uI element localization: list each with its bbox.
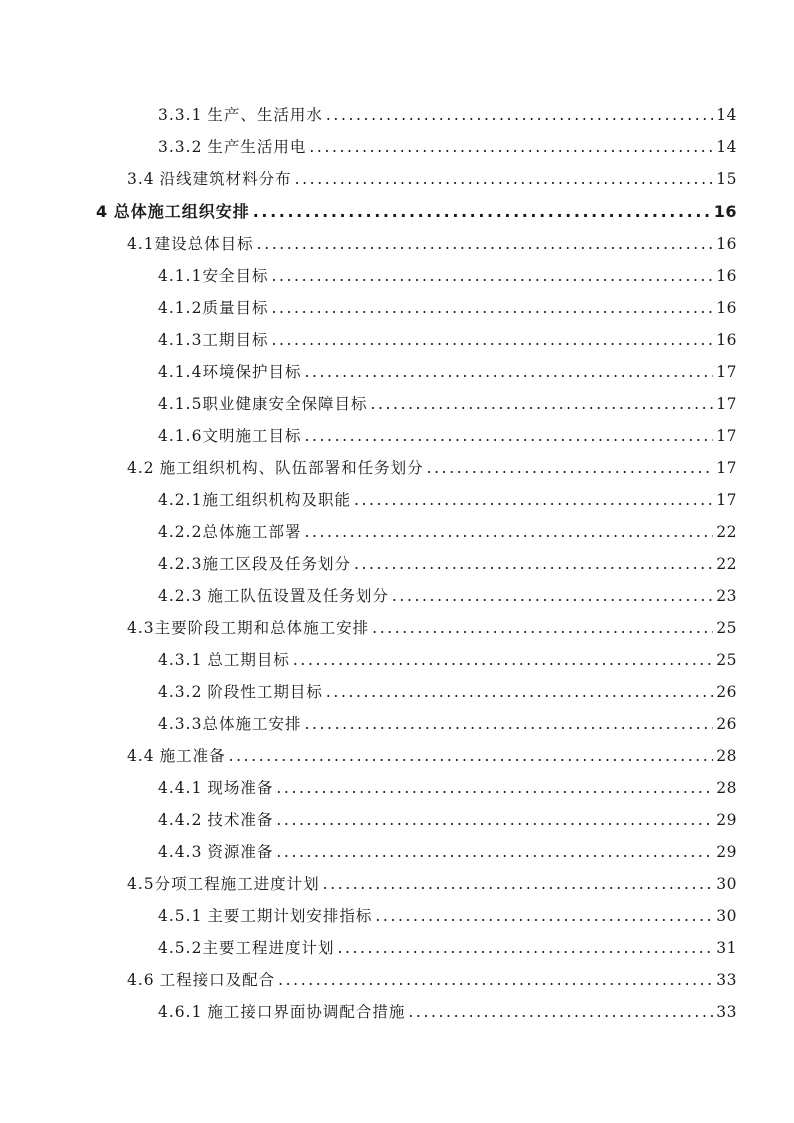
toc-entry-page: 29 — [716, 811, 737, 829]
toc-entry-page: 17 — [716, 427, 737, 445]
toc-entry-number: 4.2.3 — [158, 587, 203, 605]
toc-leader-dots — [427, 457, 714, 479]
toc-entry-title: 安全目标 — [202, 267, 269, 285]
toc-leader-dots — [354, 489, 713, 511]
toc-entry-title: 总工期目标 — [207, 651, 290, 669]
toc-leader-dots — [276, 777, 713, 799]
toc-leader-dots — [271, 265, 713, 287]
toc-entry-page: 17 — [716, 459, 737, 477]
toc-leader-dots — [304, 521, 713, 543]
toc-entry[interactable] — [158, 713, 737, 735]
toc-leader-dots — [309, 136, 713, 158]
toc-entry[interactable] — [127, 233, 737, 255]
toc-entry-title: 建设总体目标 — [154, 235, 254, 253]
toc-leader-dots — [271, 329, 713, 351]
toc-entry-page: 22 — [716, 555, 737, 573]
toc-entry[interactable] — [158, 905, 737, 927]
toc-leader-dots — [372, 617, 713, 639]
toc-entry-page: 30 — [716, 875, 737, 893]
toc-entry-title: 技术准备 — [207, 811, 274, 829]
toc-entry[interactable] — [127, 617, 737, 639]
toc-entry-page: 28 — [716, 779, 737, 797]
toc-leader-dots — [276, 809, 713, 831]
toc-entry-chapter[interactable] — [96, 201, 737, 223]
toc-entry-page: 16 — [716, 299, 737, 317]
toc-entry-page: 22 — [716, 523, 737, 541]
toc-entry-page: 17 — [716, 395, 737, 413]
toc-entry-title: 质量目标 — [202, 299, 269, 317]
toc-entry-title: 工程接口及配合 — [159, 971, 276, 989]
toc-entry[interactable] — [158, 393, 737, 415]
toc-entry[interactable] — [158, 777, 737, 799]
toc-entry-number: 4.1.3 — [158, 331, 203, 349]
toc-entry-number: 4.2.2 — [158, 523, 203, 541]
toc-entry[interactable] — [158, 521, 737, 543]
toc-entry[interactable] — [158, 681, 737, 703]
toc-entry-number: 4.4 — [127, 747, 155, 765]
toc-leader-dots — [375, 905, 713, 927]
toc-entry-page: 14 — [716, 106, 737, 124]
toc-entry[interactable] — [158, 809, 737, 831]
toc-entry-number: 4.4.1 — [158, 779, 203, 797]
toc-entry-page: 30 — [716, 907, 737, 925]
toc-entry-number: 3.4 — [127, 170, 155, 188]
toc-leader-dots — [276, 841, 713, 863]
toc-entry[interactable] — [158, 553, 737, 575]
toc-entry-number: 4.1.1 — [158, 267, 203, 285]
toc-entry[interactable] — [158, 329, 737, 351]
toc-leader-dots — [278, 969, 713, 991]
toc-entry-title: 分项工程施工进度计划 — [154, 875, 320, 893]
toc-leader-dots — [295, 168, 714, 190]
toc-entry-page: 33 — [716, 971, 737, 989]
toc-entry[interactable] — [158, 937, 737, 959]
toc-entry-title: 施工准备 — [159, 747, 226, 765]
toc-entry-title: 主要阶段工期和总体施工安排 — [154, 619, 370, 637]
toc-entry-number: 4.6 — [127, 971, 155, 989]
toc-leader-dots — [293, 649, 713, 671]
toc-entry-number: 4.2.3 — [158, 555, 203, 573]
toc-entry-page: 29 — [716, 843, 737, 861]
toc-entry-title: 文明施工目标 — [202, 427, 302, 445]
toc-entry-number: 4.5 — [127, 875, 155, 893]
toc-entry[interactable] — [127, 457, 737, 479]
toc-entry-number: 4.5.2 — [158, 939, 203, 957]
toc-entry-title: 主要工程进度计划 — [202, 939, 335, 957]
toc-entry-title: 环境保护目标 — [202, 363, 302, 381]
toc-entry-title: 施工组织机构、队伍部署和任务划分 — [159, 459, 424, 477]
toc-entry-title: 总体施工部署 — [202, 523, 302, 541]
toc-entry-number: 4.4.3 — [158, 843, 203, 861]
toc-entry-page: 28 — [716, 747, 737, 765]
toc-entry-title: 总体施工安排 — [202, 715, 302, 733]
toc-entry-title: 现场准备 — [207, 779, 274, 797]
toc-entry-page: 25 — [716, 651, 737, 669]
toc-entry-page: 14 — [716, 138, 737, 156]
toc-entry[interactable] — [158, 649, 737, 671]
toc-entry-title: 沿线建筑材料分布 — [159, 170, 292, 188]
toc-entry-title: 生产、生活用水 — [207, 106, 323, 124]
toc-leader-dots — [253, 201, 711, 223]
toc-entry[interactable] — [158, 136, 737, 158]
toc-leader-dots — [229, 745, 714, 767]
toc-entry-number: 4.3.3 — [158, 715, 203, 733]
toc-entry-number: 4.1.6 — [158, 427, 203, 445]
toc-entry-page: 31 — [716, 939, 737, 957]
toc-entry-number: 4.6.1 — [158, 1003, 203, 1021]
toc-leader-dots — [337, 937, 713, 959]
toc-entry-number: 4.4.2 — [158, 811, 203, 829]
toc-entry-page: 23 — [716, 587, 737, 605]
toc-entry[interactable] — [127, 745, 737, 767]
toc-leader-dots — [392, 585, 713, 607]
toc-leader-dots — [370, 393, 713, 415]
toc-entry[interactable] — [127, 168, 737, 190]
toc-entry[interactable] — [158, 425, 737, 447]
toc-entry-page: 16 — [713, 202, 737, 221]
toc-entry-page: 16 — [716, 331, 737, 349]
toc-entry[interactable] — [158, 1001, 737, 1023]
toc-leader-dots — [408, 1001, 713, 1023]
toc-entry[interactable] — [158, 297, 737, 319]
toc-entry-title: 生产生活用电 — [207, 138, 307, 156]
toc-entry-number: 4.2.1 — [158, 491, 203, 509]
toc-entry-page: 15 — [716, 170, 737, 188]
toc-entry-title: 总体施工组织安排 — [113, 202, 250, 221]
toc-entry-number: 4.3.1 — [158, 651, 203, 669]
toc-entry-title: 施工区段及任务划分 — [202, 555, 351, 573]
toc-entry-page: 16 — [716, 267, 737, 285]
toc-entry-page: 25 — [716, 619, 737, 637]
toc-entry-page: 17 — [716, 491, 737, 509]
toc-leader-dots — [304, 361, 713, 383]
toc-entry-number: 4.1.2 — [158, 299, 203, 317]
toc-entry-number: 3.3.2 — [158, 138, 203, 156]
toc-entry-page: 16 — [716, 235, 737, 253]
toc-entry-title: 施工队伍设置及任务划分 — [207, 587, 389, 605]
toc-entry-title: 资源准备 — [207, 843, 274, 861]
toc-entry-number: 3.3.1 — [158, 106, 203, 124]
toc-entry-number: 4.1 — [127, 235, 155, 253]
toc-leader-dots — [257, 233, 714, 255]
toc-entry-title: 施工接口界面协调配合措施 — [207, 1003, 406, 1021]
toc-entry[interactable] — [127, 873, 737, 895]
toc-entry-page: 26 — [716, 715, 737, 733]
toc-leader-dots — [326, 104, 713, 126]
toc-entry-title: 阶段性工期目标 — [207, 683, 323, 701]
toc-entry-number: 4.3 — [127, 619, 155, 637]
toc-entry-number: 4.5.1 — [158, 907, 203, 925]
toc-entry-title: 工期目标 — [202, 331, 269, 349]
toc-leader-dots — [304, 713, 713, 735]
toc-entry-page: 26 — [716, 683, 737, 701]
toc-entry-number: 4 — [96, 202, 109, 221]
toc-entry-page: 33 — [716, 1003, 737, 1021]
toc-leader-dots — [326, 681, 713, 703]
toc-entry[interactable] — [158, 104, 737, 126]
toc-entry-title: 职业健康安全保障目标 — [202, 395, 368, 413]
toc-entry[interactable] — [158, 585, 737, 607]
toc-entry-number: 4.3.2 — [158, 683, 203, 701]
toc-entry[interactable] — [158, 265, 737, 287]
toc-leader-dots — [304, 425, 713, 447]
toc-entry[interactable] — [158, 841, 737, 863]
toc-entry-number: 4.2 — [127, 459, 155, 477]
toc-entry[interactable] — [127, 969, 737, 991]
toc-entry-title: 主要工期计划安排指标 — [207, 907, 373, 925]
toc-leader-dots — [354, 553, 713, 575]
toc-entry-page: 17 — [716, 363, 737, 381]
toc-entry-number: 4.1.4 — [158, 363, 203, 381]
toc-entry[interactable] — [158, 489, 737, 511]
toc-entry-number: 4.1.5 — [158, 395, 203, 413]
toc-entry[interactable] — [158, 361, 737, 383]
toc-leader-dots — [271, 297, 713, 319]
toc-entry-title: 施工组织机构及职能 — [202, 491, 351, 509]
toc-leader-dots — [323, 873, 714, 895]
